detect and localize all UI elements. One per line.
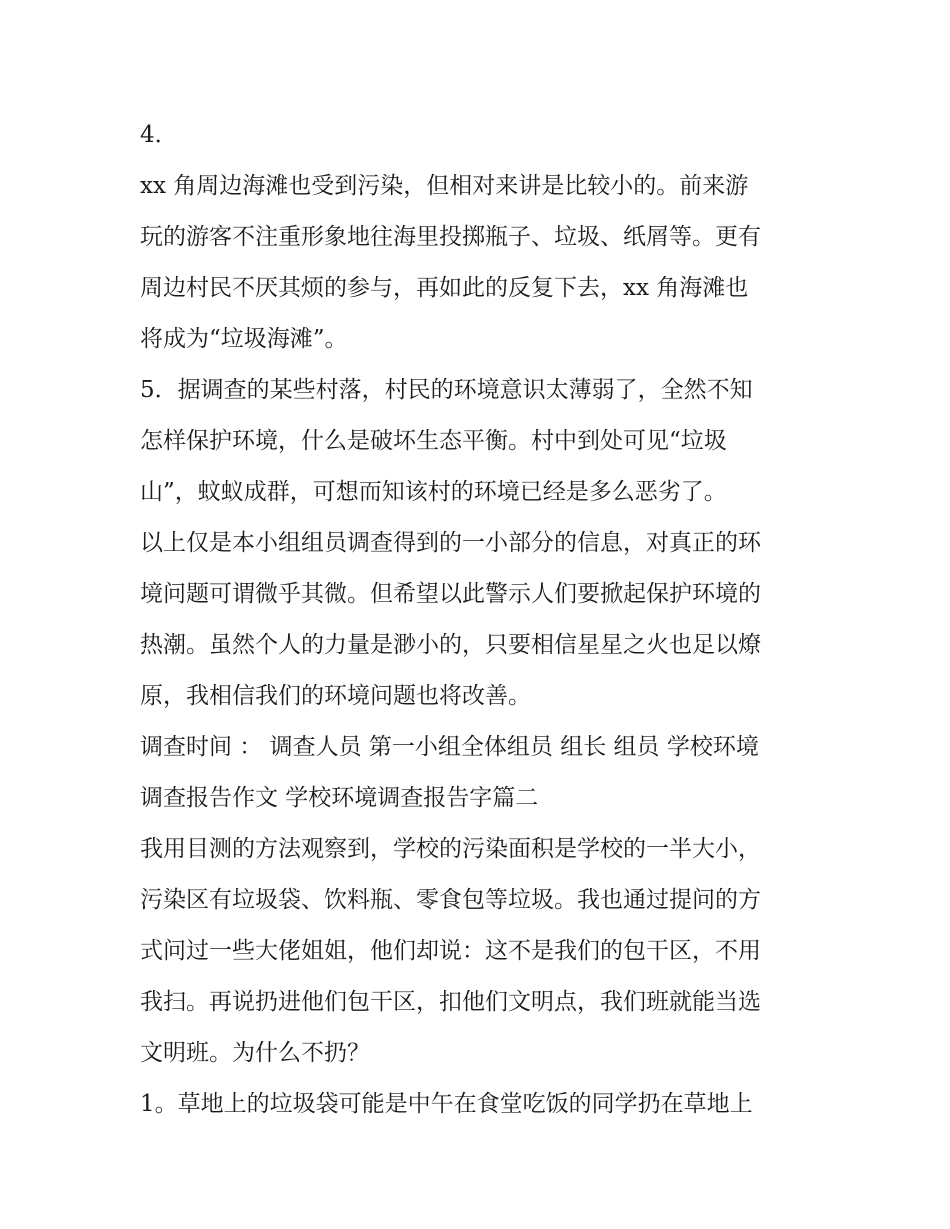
text-line: 以上仅是本小组组员调查得到的一小部分的信息，对真正的环 — [140, 530, 761, 556]
text-line: xx 角周边海滩也受到污染，但相对来讲是比较小的。前来游 — [140, 173, 749, 199]
text-line: 周边村民不厌其烦的参与，再如此的反复下去，xx 角海滩也 — [140, 275, 749, 301]
text-line: 热潮。虽然个人的力量是渺小的，只要相信星星之火也足以燎 — [140, 632, 761, 658]
text-line: 我扫。再说扔进他们包干区，扣他们文明点，我们班就能当选 — [140, 989, 761, 1015]
text-line: 山”，蚊蚁成群，可想而知该村的环境已经是多么恶劣了。 — [140, 479, 727, 505]
text-line: 污染区有垃圾袋、饮料瓶、零食包等垃圾。我也通过提问的方 — [140, 887, 761, 913]
text-line: 我用目测的方法观察到，学校的污染面积是学校的一半大小， — [140, 836, 761, 862]
document-body — [140, 110, 820, 1130]
text-line: 文明班。为什么不扔？ — [140, 1040, 370, 1066]
text-line: 式问过一些大佬姐姐，他们却说：这不是我们的包干区，不用 — [140, 938, 761, 964]
text-line: 玩的游客不注重形象地往海里投掷瓶子、垃圾、纸屑等。更有 — [140, 224, 761, 250]
text-line: 将成为“垃圾海滩”。 — [140, 326, 348, 352]
text-line: 1。草地上的垃圾袋可能是中午在食堂吃饭的同学扔在草地上 — [140, 1091, 753, 1117]
text-line: 怎样保护环境，什么是破坏生态平衡。村中到处可见“垃圾 — [140, 428, 727, 454]
text-line: 原，我相信我们的环境问题也将改善。 — [140, 683, 531, 709]
text-line: 5．据调查的某些村落，村民的环境意识太薄弱了，全然不知 — [140, 377, 753, 403]
text-line: 调查时间 ： 调查人员 第一小组全体组员 组长 组员 学校环境 — [140, 734, 759, 760]
text-line: 境问题可谓微乎其微。但希望以此警示人们要掀起保护环境的 — [140, 581, 761, 607]
text-line: 4． — [140, 122, 178, 148]
text-line: 调查报告作文 学校环境调查报告字篇二 — [140, 785, 539, 811]
